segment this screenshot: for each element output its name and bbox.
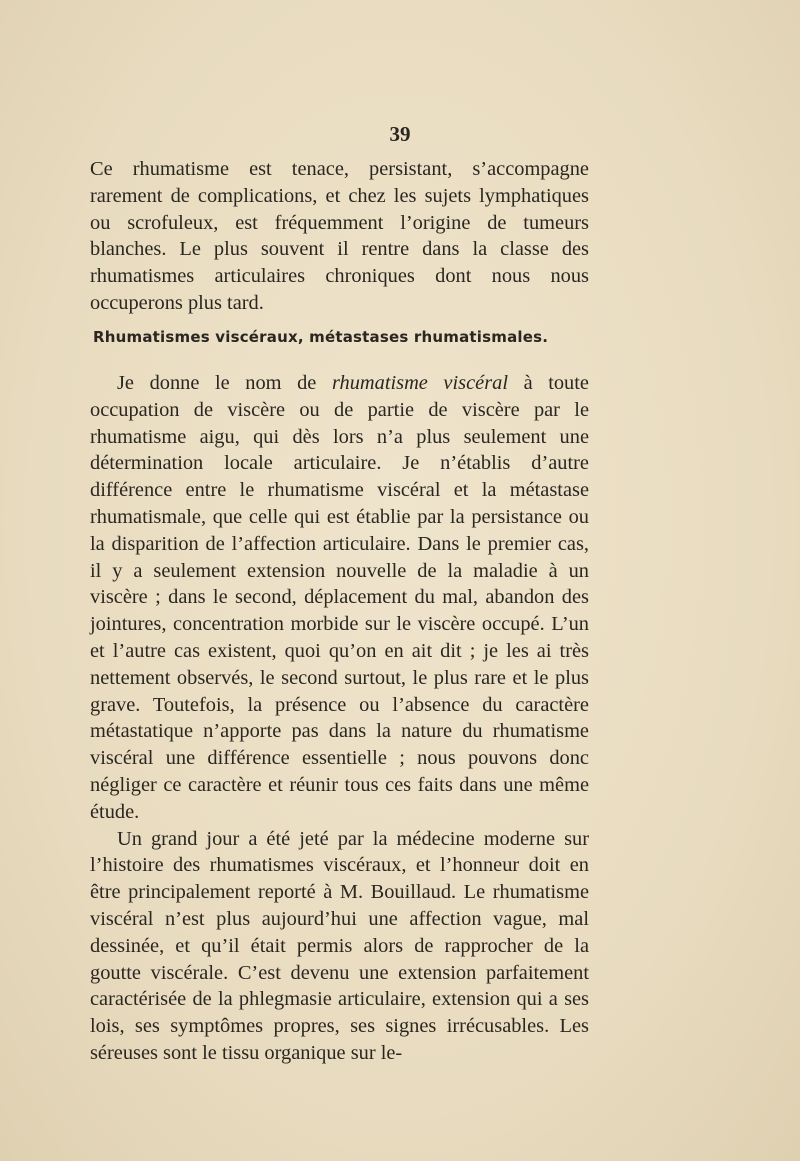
section-heading: Rhumatismes viscéraux, métastases rhumatismales. [93,328,549,346]
page-number: 39 [389,122,411,146]
paragraph-2-before: Je donne le nom de [117,372,332,394]
paragraph-2-emphasis: rhumatisme viscéral [331,372,508,394]
paragraph-2 [90,370,589,826]
top-paragraph-block [90,156,589,317]
top-paragraph: Ce rhumatisme est tenace, persistant, s’accompagne rarement de complications, et chez les sujets lymphatiques ou scrofuleux, est fréquemment l’origine de tumeurs blanches. Le plus souvent il rentre dans la classe des rhumatismes articulaires chroniques dont nous nous occuperons plus tard. [90,158,589,314]
paragraph-3: Un grand jour a été jeté par la médecine moderne sur l’histoire des rhumatismes viscéraux, et l’honneur doit en être principalement reporté à M. Bouillaud. Le rhumatisme viscéral n’est plus aujourd’hui une affection vague, mal dessinée, et qu’il était permis alors de rapprocher de la goutte viscérale. C’est devenu une extension parfaitement caractérisée de la phlegmasie articulaire, extension qui a ses lois, ses symptômes propres, ses signes irrécusables. Les séreuses sont le tissu organique sur le- [90,827,589,1064]
main-text-block [90,370,589,1067]
paragraph-2-after: à toute occupation de viscère ou de partie de viscère par le rhumatisme aigu, qui dès lors n’a plus seulement une détermination locale articulaire. Je n’établis d’autre différence entre le rhumatisme viscéral et la métastase rhumatismale, que celle qui est établie par la persistance ou la disparition de l’affection articulaire. Dans le premier cas, il y a seulement extension nouvelle de la maladie à un viscère ; dans le second, déplacement du mal, abandon des jointures, concentration morbide sur le viscère occupé. L’un et l’autre cas existent, quoi qu’on en ait dit ; je les ai très nettement observés, le second surtout, le plus rare et le plus grave. Toutefois, la présence ou l’absence du caractère métastatique n’apporte pas dans la nature du rhumatisme viscéral une différence essentielle ; nous pouvons donc négliger ce caractère et réunir tous ces faits dans une même étude. [90,372,589,823]
